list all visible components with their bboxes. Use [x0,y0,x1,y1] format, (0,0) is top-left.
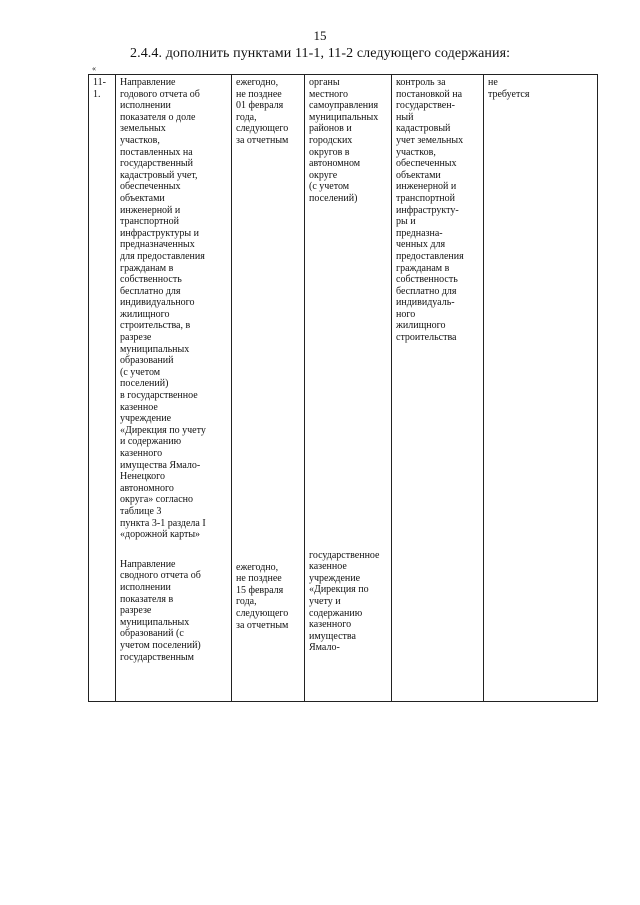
action-text-2: Направление сводного отчета об исполнении показателя в разрезе муниципальных образований (с учетом поселений) государственным [120,558,201,663]
deadline-text-1: ежегодно, не позднее 01 февраля года, следующего за отчетным [236,77,289,146]
deadline-text-2: ежегодно, не позднее 15 февраля года, следующего за отчетным [236,561,289,631]
page-number: 15 [313,28,327,43]
result-text: контроль за постановкой на государствен- ный кадастровый учет земельных участков, обеспеченных объектами инженерной и транспортной инфраструкту- ры и предназна- ченных для предоставления гражданам в собственность бесплатно для индивидуаль- ного жилищного строительства [396,77,464,344]
executor-text-1: органы местного самоуправления муниципальных районов и городских округов в автономном округе (с учетом поселений) [309,77,379,204]
note-cell [484,75,598,702]
item-number-cell [89,75,116,702]
executor-text-2: государственное казенное учреждение «Дирекция по учету и содержанию казенного имущества Ямало- [309,549,380,654]
deadline-cell [232,75,305,702]
section-heading: 2.4.4. дополнить пунктами 11-1, 11-2 следующего содержания: [130,46,511,61]
note-text: не требуется [488,77,530,100]
opening-quote-mark: « [92,64,96,73]
table-row [89,75,598,702]
action-text-1: Направление годового отчета об исполнении показателя о доле земельных участков, поставленных на государственный кадастровый учет, обеспеченных объектами инженерной и транспортной инфраструктуры и предназначенных для предоставления гражданам в собственность бесплатно для индивидуального жилищного строительства, в разрезе муниципальных образований (с учетом поселений) в государственное казенное учреждение «Дирекция по учету и содержанию казенного имущества Ямало- Ненецкого автономного округа» согласно таблице 3 пункта 3-1 раздела I «дорожной карты» [120,77,206,541]
roadmap-table [88,74,598,702]
executor-cell [305,75,392,702]
action-cell [116,75,232,702]
result-cell [392,75,484,702]
item-number: 11-1. [93,77,106,100]
